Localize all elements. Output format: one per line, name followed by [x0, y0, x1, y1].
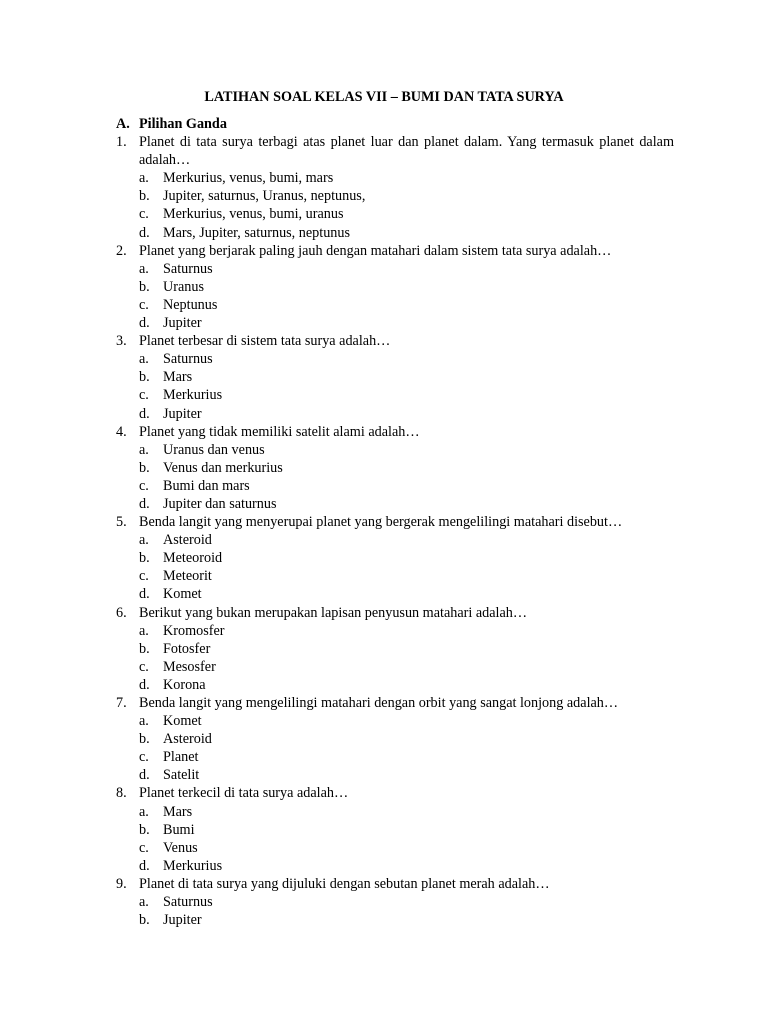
option-letter: b.	[139, 821, 150, 838]
option-letter: b.	[139, 278, 150, 295]
answer-option	[116, 260, 674, 278]
option-letter: d.	[139, 767, 150, 784]
question-item	[116, 694, 674, 712]
option-text: Neptunus	[163, 296, 218, 313]
option-letter: d.	[139, 857, 150, 874]
document-content	[116, 115, 674, 929]
option-text: Bumi	[163, 821, 195, 838]
question-text: Planet terbesar di sistem tata surya adalah…	[139, 333, 391, 350]
answer-option	[116, 405, 674, 423]
option-letter: c.	[139, 839, 149, 856]
answer-option	[116, 567, 674, 585]
option-text: Saturnus	[163, 260, 213, 277]
option-text: Jupiter, saturnus, Uranus, neptunus,	[163, 188, 366, 205]
option-letter: a.	[139, 532, 149, 549]
option-text: Jupiter	[163, 405, 202, 422]
option-text: Asteroid	[163, 532, 212, 549]
question-item	[116, 423, 674, 441]
option-letter: c.	[139, 477, 149, 494]
answer-option	[116, 911, 674, 929]
option-text: Uranus dan venus	[163, 441, 265, 458]
option-text: Meteorit	[163, 568, 212, 585]
option-letter: d.	[139, 586, 150, 603]
answer-option	[116, 549, 674, 567]
option-letter: a.	[139, 260, 149, 277]
question-text: Benda langit yang menyerupai planet yang bergerak mengelilingi matahari disebut…	[139, 514, 623, 531]
option-text: Komet	[163, 713, 202, 730]
option-text: Bumi dan mars	[163, 477, 250, 494]
question-number: 3.	[116, 333, 127, 350]
section-heading	[116, 115, 674, 133]
option-letter: c.	[139, 387, 149, 404]
question-number: 9.	[116, 875, 127, 892]
answer-option	[116, 839, 674, 857]
option-letter: a.	[139, 803, 149, 820]
option-letter: a.	[139, 170, 149, 187]
option-text: Planet	[163, 749, 199, 766]
answer-option	[116, 169, 674, 187]
answer-option	[116, 531, 674, 549]
option-text: Meteoroid	[163, 550, 223, 567]
option-letter: a.	[139, 622, 149, 639]
option-letter: c.	[139, 206, 149, 223]
option-letter: c.	[139, 749, 149, 766]
option-letter: d.	[139, 315, 150, 332]
question-number: 8.	[116, 785, 127, 802]
option-text: Satelit	[163, 767, 200, 784]
section-label: Pilihan Ganda	[139, 116, 227, 132]
answer-option	[116, 314, 674, 332]
question-text: Planet di tata surya terbagi atas planet luar dan planet dalam. Yang termasuk planet dalam adalah…	[139, 134, 674, 169]
option-text: Fotosfer	[163, 640, 211, 657]
question-number: 2.	[116, 242, 127, 259]
option-text: Venus	[163, 839, 198, 856]
answer-option	[116, 441, 674, 459]
answer-option	[116, 893, 674, 911]
option-text: Asteroid	[163, 731, 212, 748]
answer-option	[116, 350, 674, 368]
option-text: Saturnus	[163, 894, 213, 911]
option-text: Mesosfer	[163, 658, 216, 675]
option-text: Venus dan merkurius	[163, 459, 283, 476]
answer-option	[116, 187, 674, 205]
option-letter: a.	[139, 441, 149, 458]
question-list	[116, 133, 674, 929]
answer-option	[116, 585, 674, 603]
option-letter: d.	[139, 224, 150, 241]
question-item	[116, 875, 674, 893]
option-text: Saturnus	[163, 351, 213, 368]
option-text: Jupiter	[163, 912, 202, 929]
question-text: Berikut yang bukan merupakan lapisan penyusun matahari adalah…	[139, 604, 528, 621]
answer-option	[116, 386, 674, 404]
answer-option	[116, 821, 674, 839]
question-item	[116, 604, 674, 622]
option-letter: b.	[139, 640, 150, 657]
option-letter: b.	[139, 912, 150, 929]
answer-option	[116, 857, 674, 875]
option-text: Merkurius, venus, bumi, mars	[163, 170, 334, 187]
answer-option	[116, 803, 674, 821]
answer-option	[116, 730, 674, 748]
option-text: Komet	[163, 586, 202, 603]
question-item	[116, 242, 674, 260]
option-letter: d.	[139, 676, 150, 693]
option-text: Jupiter	[163, 315, 202, 332]
question-text: Planet terkecil di tata surya adalah…	[139, 785, 349, 802]
question-text: Benda langit yang mengelilingi matahari dengan orbit yang sangat lonjong adalah…	[139, 695, 619, 711]
question-item	[116, 513, 674, 531]
option-letter: a.	[139, 713, 149, 730]
option-letter: b.	[139, 459, 150, 476]
option-letter: d.	[139, 495, 150, 512]
option-text: Kromosfer	[163, 622, 225, 639]
question-number: 7.	[116, 695, 127, 711]
option-letter: a.	[139, 351, 149, 368]
answer-option	[116, 205, 674, 223]
option-letter: c.	[139, 296, 149, 313]
option-text: Korona	[163, 676, 206, 693]
option-text: Mars	[163, 369, 193, 386]
question-number: 5.	[116, 514, 127, 531]
question-text: Planet yang tidak memiliki satelit alami adalah…	[139, 423, 420, 440]
answer-option	[116, 477, 674, 495]
option-text: Jupiter dan saturnus	[163, 495, 277, 512]
option-letter: a.	[139, 894, 149, 911]
answer-option	[116, 640, 674, 658]
option-text: Merkurius	[163, 387, 223, 404]
answer-option	[116, 459, 674, 477]
option-letter: b.	[139, 731, 150, 748]
option-text: Mars	[163, 803, 193, 820]
answer-option	[116, 712, 674, 730]
answer-option	[116, 495, 674, 513]
answer-option	[116, 676, 674, 694]
question-number: 4.	[116, 423, 127, 440]
answer-option	[116, 766, 674, 784]
option-letter: b.	[139, 188, 150, 205]
option-letter: c.	[139, 658, 149, 675]
option-text: Merkurius	[163, 857, 223, 874]
question-item	[116, 133, 674, 169]
question-item	[116, 332, 674, 350]
answer-option	[116, 296, 674, 314]
answer-option	[116, 658, 674, 676]
question-number: 6.	[116, 604, 127, 621]
option-letter: b.	[139, 369, 150, 386]
option-text: Merkurius, venus, bumi, uranus	[163, 206, 344, 223]
option-text: Mars, Jupiter, saturnus, neptunus	[163, 224, 351, 241]
document-title: LATIHAN SOAL KELAS VII – BUMI DAN TATA SURYA	[204, 89, 564, 105]
option-letter: c.	[139, 568, 149, 585]
section-letter: A.	[116, 116, 130, 132]
option-letter: d.	[139, 405, 150, 422]
answer-option	[116, 748, 674, 766]
question-text: Planet yang berjarak paling jauh dengan matahari dalam sistem tata surya adalah…	[139, 242, 612, 259]
question-number: 1.	[116, 134, 127, 151]
option-text: Uranus	[163, 278, 204, 295]
answer-option	[116, 224, 674, 242]
option-letter: b.	[139, 550, 150, 567]
question-text: Planet di tata surya yang dijuluki dengan sebutan planet merah adalah…	[139, 875, 550, 892]
answer-option	[116, 368, 674, 386]
answer-option	[116, 622, 674, 640]
question-item	[116, 784, 674, 802]
answer-option	[116, 278, 674, 296]
